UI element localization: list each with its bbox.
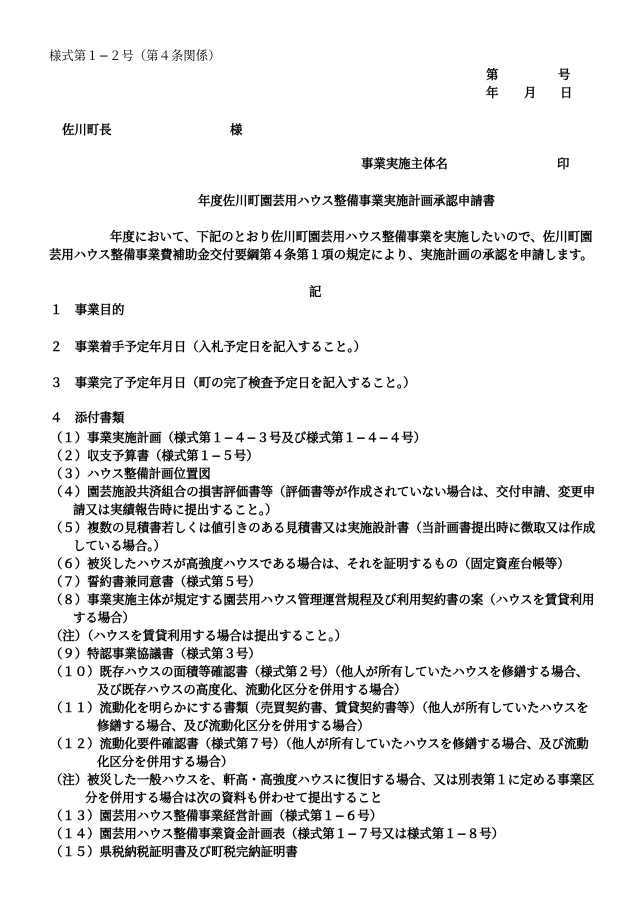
section-3: ３ 事業完了予定年月日（町の完了検査予定日を記入すること。）	[50, 375, 416, 390]
section-2: ２ 事業着手予定年月日（入札予定日を記入すること。）	[50, 339, 366, 354]
attachment-line: （１５）県税納税証明書及び町税完納証明書	[50, 844, 298, 859]
attachment-line: （１１）流動化を明らかにする書類（売買契約書、賃貸契約書等）（他人が所有していたハウスを	[50, 700, 589, 715]
date-hi: 日	[560, 85, 573, 100]
attachment-line: （１３）園芸用ハウス整備事業経営計画（様式第１−６号）	[50, 808, 383, 823]
attachment-line: （３）ハウス整備計画位置図	[50, 466, 211, 481]
attachment-line: 及び既存ハウスの高度化、流動化区分を併用する場合）	[97, 682, 407, 697]
attachment-line: している場合。）	[73, 538, 166, 553]
attachment-line: （１）事業実施計画（様式第１−４−３号及び様式第１−４−４号）	[50, 430, 427, 445]
attachment-line: （１４）園芸用ハウス整備事業資金計画表（様式第１−７号又は様式第１−８号）	[50, 826, 505, 841]
date-tsuki: 月	[524, 85, 537, 100]
attachment-line: （注）被災した一般ハウスを、軒高・高強度ハウスに復旧する場合、又は別表第１に定める事業区	[50, 772, 595, 787]
attachment-line: （注）（ハウスを賃貸利用する場合は提出すること。）	[50, 628, 347, 643]
attachment-line: （８）事業実施主体が規定する園芸用ハウス管理運営規程及び利用契約書の案（ハウスを賃貸利用	[50, 592, 595, 607]
attachment-line: 請又は実績報告時に提出すること。）	[73, 502, 278, 517]
number-dai: 第	[486, 67, 499, 82]
number-gou: 号	[558, 67, 571, 82]
addressee-sama: 様	[230, 122, 243, 137]
body-line-2: 芸用ハウス整備事業費補助金交付要綱第４条第１項の規定により、実施計画の承認を申請します。	[49, 247, 593, 262]
document-title: 年度佐川町園芸用ハウス整備事業実施計画承認申請書	[198, 193, 496, 208]
attachment-line: （９）特認事業協議書（様式第３号）	[50, 646, 261, 661]
attachment-line: 化区分を併用する場合）	[97, 754, 234, 769]
addressee-name: 佐川町長	[62, 122, 112, 137]
body-line-1: 年度において、下記のとおり佐川町園芸用ハウス整備事業を実施したいので、佐川町園	[110, 229, 593, 244]
attachment-line: （１０）既存ハウスの面積等確認書（様式第２号）（他人が所有していたハウスを修繕する場合、	[50, 664, 589, 679]
ki-heading: 記	[309, 284, 322, 299]
attachment-line: （２）収支予算書（様式第１−５号）	[50, 448, 259, 463]
attachment-line: （４）園芸施設共済組合の損害評価書等（評価書等が作成されていない場合は、交付申請、変更申	[50, 484, 596, 499]
attachment-line: （５）複数の見積書若しくは値引きのある見積書又は実施設計書（当計画書提出時に徴取又は作成	[50, 520, 596, 535]
date-nen: 年	[486, 85, 499, 100]
applicant-seal: 印	[557, 156, 570, 171]
form-number: 様式第１−２号（第４条関係）	[49, 48, 221, 63]
applicant-label: 事業実施主体名	[361, 156, 448, 171]
section-1: １ 事業目的	[50, 302, 125, 317]
attachment-line: （７）誓約書兼同意書（様式第５号）	[50, 574, 261, 589]
attachment-line: 分を併用する場合は次の資料も併わせて提出すること	[85, 790, 383, 805]
attachment-line: する場合）	[73, 610, 135, 625]
attachment-line: （６）被災したハウスが高強度ハウスである場合は、それを証明するもの（固定資産台帳等）	[50, 556, 570, 571]
attachment-line: （１２）流動化要件確認書（様式第７号）（他人が所有していたハウスを修繕する場合、及び流動	[50, 736, 589, 751]
attachment-line: 修繕する場合、及び流動化区分を併用する場合）	[97, 718, 370, 733]
section-4: ４ 添付書類	[50, 410, 125, 425]
